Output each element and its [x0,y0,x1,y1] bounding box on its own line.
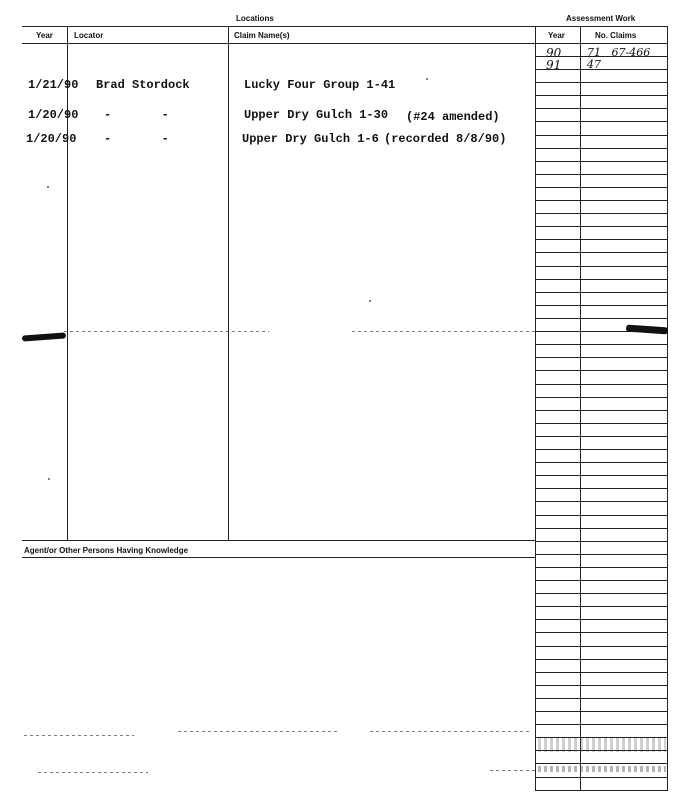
assessment-grid-row-line [535,292,667,293]
assessment-grid-row-line [535,488,667,489]
assessment-grid-row-line [535,528,667,529]
entry-3-year: 1/20/90 [26,132,77,146]
bottom-grid-noise [538,738,666,752]
assessment-grid-row-line [535,370,667,371]
assessment-grid-row-line [535,384,667,385]
assessment-grid-row-line [535,763,667,764]
assessment-grid-row-line [535,187,667,188]
entry-2-locator: - - [104,108,169,122]
assessment-year-divider [580,26,581,791]
assessment-grid-row-line [535,685,667,686]
assessment-grid-row-line [535,357,667,358]
assessment-grid-row-line [535,266,667,267]
entry-3-claim: Upper Dry Gulch 1-6 [242,132,379,146]
assessment-grid-row-line [535,121,667,122]
assessment-grid-row-line [535,200,667,201]
entry-3-note: (recorded 8/8/90) [384,132,507,146]
year-column-divider [67,26,68,540]
bottom-noise-3 [370,731,530,732]
assessment-grid-row-line [535,279,667,280]
bottom-noise-1 [24,735,134,736]
assessment-grid-row-line [535,541,667,542]
assessment-grid-row-line [535,515,667,516]
entry-2-year: 1/20/90 [28,108,79,122]
entry-1-claim: Lucky Four Group 1-41 [244,78,396,92]
assessment-grid-row-line [535,659,667,660]
assessment-1-year: 90 [546,46,562,60]
header-rule [22,43,667,44]
assessment-grid-row-line [535,580,667,581]
assessment-grid-row-line [535,410,667,411]
agent-header-rule [22,557,535,558]
assessment-grid-row-line [535,161,667,162]
locator-column-divider [228,26,229,540]
assessment-grid-row-line [535,554,667,555]
assessment-grid-row-line [535,790,667,791]
assessment-year-column-header: Year [548,31,565,40]
no-claims-column-header: No. Claims [595,31,637,40]
assessment-grid-row-line [535,777,667,778]
bottom-grid-noise-2 [538,766,666,772]
assessment-2-year: 91 [546,58,562,72]
speck [47,186,49,188]
speck [48,478,50,480]
locator-column-header: Locator [74,31,104,40]
assessment-work-header: Assessment Work [566,14,636,23]
speck [426,78,428,80]
entry-2-note: (#24 amended) [406,110,500,124]
locations-header: Locations [236,14,274,23]
assessment-grid-row-line [535,724,667,725]
bottom-noise-5 [490,770,535,771]
assessment-grid-row-line [535,711,667,712]
assessment-grid-row-line [535,318,667,319]
assessment-grid-row-line [535,239,667,240]
assessment-grid-row-line [535,449,667,450]
assessment-grid-row-line [535,698,667,699]
assessment-grid-row-line [535,108,667,109]
top-rule [22,26,667,27]
claim-names-column-header: Claim Name(s) [234,31,290,40]
assessment-grid-row-line [535,462,667,463]
assessment-grid-row-line [535,135,667,136]
assessment-grid-row-line [535,593,667,594]
assessment-grid-row-line [535,174,667,175]
assessment-grid-row-line [535,344,667,345]
bottom-noise-2 [178,731,338,732]
assessment-grid-row-line [535,501,667,502]
fold-line-left [64,331,269,332]
bottom-noise-4 [38,772,148,773]
assessment-grid-row-line [535,436,667,437]
smudge-right [626,325,668,335]
assessment-grid-row-line [535,423,667,424]
fold-line-right [352,331,535,332]
assessment-grid-row-line [535,305,667,306]
assessment-grid-row-line [535,226,667,227]
assessment-grid-row-line [535,95,667,96]
assessment-grid-row-line [535,475,667,476]
assessment-right-border [667,26,668,791]
assessment-grid-row-line [535,672,667,673]
assessment-grid-row-line [535,252,667,253]
assessment-grid-row-line [535,606,667,607]
entry-2-claim: Upper Dry Gulch 1-30 [244,108,389,122]
assessment-grid-row-line [535,213,667,214]
agent-section-header: Agent/or Other Persons Having Knowledge [24,546,189,555]
entry-3-locator: - - [104,132,169,146]
assessment-grid-row-line [535,632,667,633]
assessment-grid-row-line [535,148,667,149]
smudge-left [22,332,66,341]
locations-bottom-rule [22,540,535,541]
year-column-header: Year [36,31,53,40]
entry-1-year: 1/21/90 [28,78,79,92]
entry-1-locator: Brad Stordock [96,78,190,92]
assessment-grid-row-line [535,646,667,647]
assessment-left-border [535,26,536,791]
speck [369,300,371,302]
assessment-grid-row-line [535,82,667,83]
assessment-1-claims: 71 67-466 [587,46,651,59]
assessment-grid-row-line [535,619,667,620]
assessment-2-claims: 47 [587,58,601,71]
assessment-grid-row-line [535,567,667,568]
assessment-grid-row-line [535,397,667,398]
